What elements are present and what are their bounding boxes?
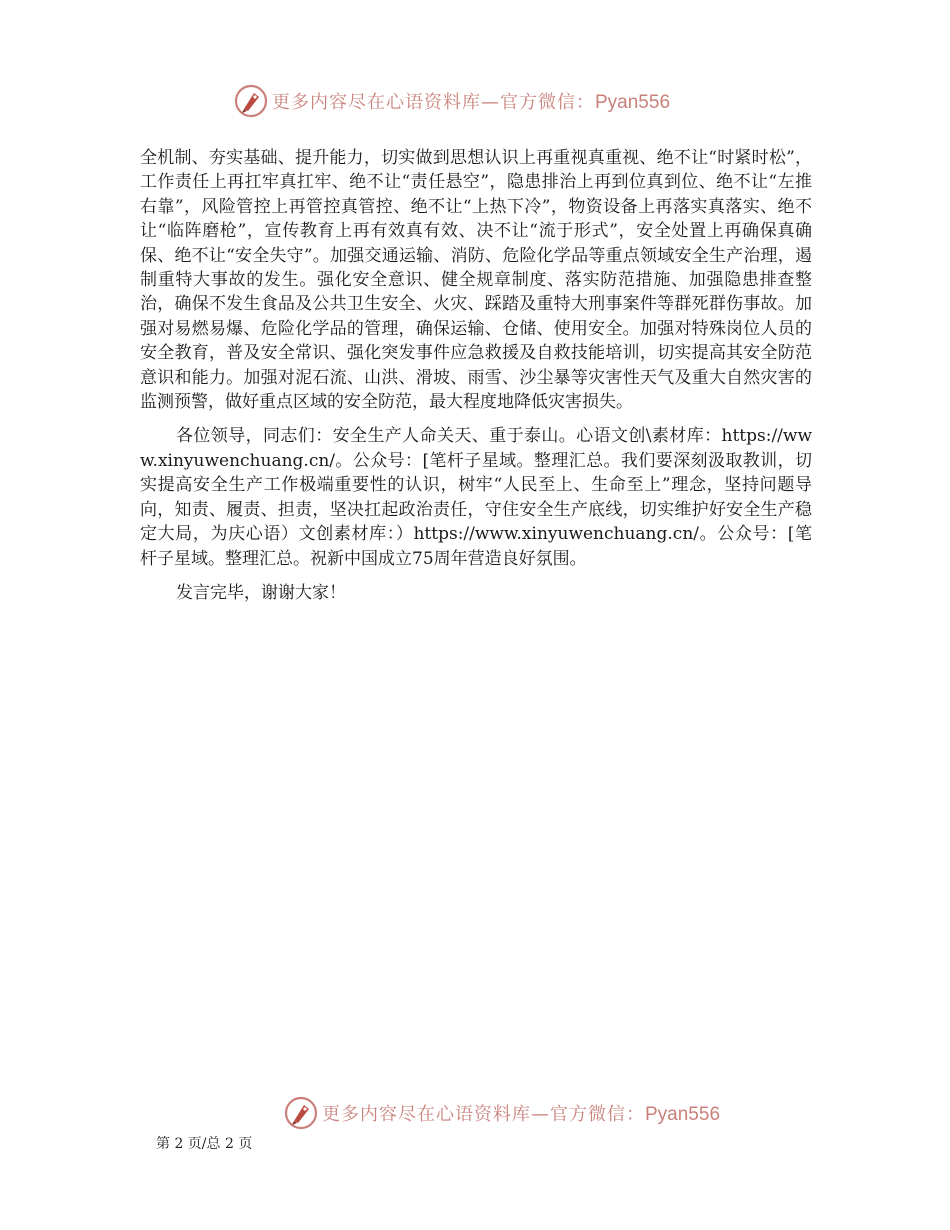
closing-paragraph: 发言完毕，谢谢大家！ <box>176 582 346 603</box>
document-body <box>140 146 812 615</box>
page-number: 第 2 页/总 2 页 <box>156 1136 253 1152</box>
banner-text: 更多内容尽在心语资料库—官方微信： <box>272 92 595 113</box>
footer-banner <box>284 1096 720 1130</box>
wechat-id: Pyan556 <box>595 92 671 113</box>
wechat-id: Pyan556 <box>645 1104 721 1125</box>
pen-nib-icon <box>234 84 268 118</box>
pen-nib-icon <box>284 1096 318 1130</box>
body-paragraph-1: 全机制、夯实基础、提升能力，切实做到思想认识上再重视真重视、绝不让“时紧时松”，工作责任上再扛牢真扛牢、绝不让“责任悬空”，隐患排治上再到位真到位、绝不让“左推右靠”，风险管控上再管控真管控、绝不让“上热下冷”，物资设备上再落实真落实、绝不让“临阵磨枪”，宣传教育上再有效真有效、决不让“流于形式”，安全处置上再确保真确保、绝不让“安全失守”。加强交通运输、消防、危险化学品等重点领域安全生产治理，遏制重特大事故的发生。强化安全意识、健全规章制度、落实防范措施、加强隐患排查整治，确保不发生食品及公共卫生安全、火灾、踩踏及重特大刑事案件等群死群伤事故。加强对易燃易爆、危险化学品的管理，确保运输、仓储、使用安全。加强对特殊岗位人员的安全教育，普及安全常识、强化突发事件应急救援及自救技能培训，切实提高其安全防范意识和能力。加强对泥石流、山洪、滑坡、雨雪、沙尘暴等灾害性天气及重大自然灾害的监测预警，做好重点区域的安全防范，最大程度地降低灾害损失。 <box>140 148 812 413</box>
body-paragraph-2: 各位领导，同志们：安全生产人命关天、重于泰山。心语文创\素材库：https://www.xinyuwenchuang.cn/。公众号：[笔杆子星域。整理汇总。我们要深刻汲取教训，切实提高安全生产工作极端重要性的认识，树牢“人民至上、生命至上”理念，坚持问题导向，知责、履责、担责，坚决扛起政治责任，守住安全生产底线，切实维护好安全生产稳定大局，为庆心语）文创素材库：）https://www.xinyuwenchuang.cn/。公众号：[笔杆子星域。整理汇总。祝新中国成立75周年营造良好氛围。 <box>140 426 812 569</box>
header-banner <box>234 84 670 118</box>
banner-text: 更多内容尽在心语资料库—官方微信： <box>322 1104 645 1125</box>
